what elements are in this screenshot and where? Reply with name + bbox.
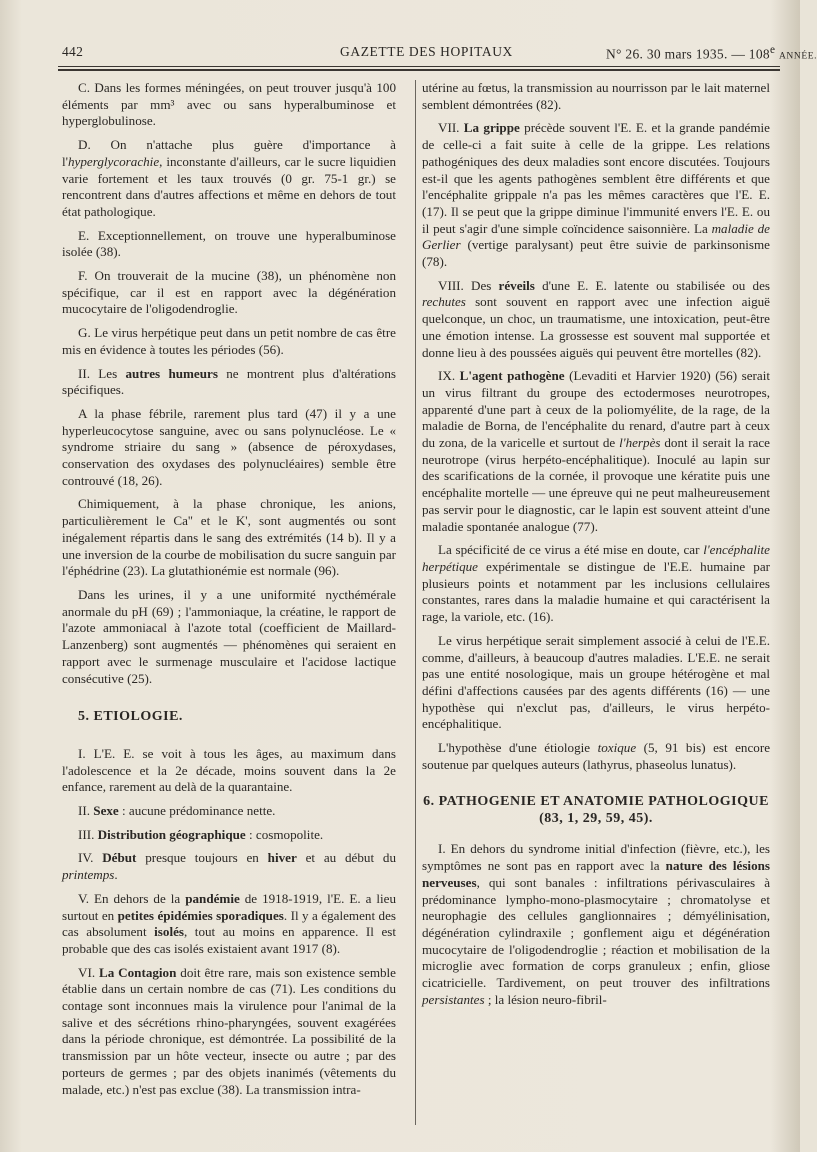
text-run: presque toujours en (136, 850, 268, 866)
text-run: II. (78, 803, 94, 819)
text-run: (vertige paralysant) peut être suivie de parkinsonisme (78). (422, 237, 770, 270)
text-run: IX. (438, 368, 460, 384)
text-run: : cosmopolite. (245, 826, 324, 842)
paragraph-etio-iv (62, 850, 396, 883)
text-run: II. Les (78, 365, 126, 381)
paragraph-path-i (422, 841, 770, 1008)
issue-text: N° 26. 30 mars 1935. — 108 (606, 46, 770, 62)
paragraph-urines: Dans les urines, il y a une uniformité nycthémérale anormale du pH (69) ; l'ammoniaque, la créatine, le rapport de l'azote ammoniacal à l'azote total (coefficient de Maillard-Lanzenberg) sont augmentés — phénomènes qui seraient en rapport avec le surmenage musculaire et l'acidose lactique consécutive (25). (62, 586, 396, 686)
paragraph-continuation: utérine au fœtus, la transmission au nourrisson par le lait maternel semblent démontrées (82). (422, 80, 770, 112)
emphasis-hyperglycorachie: hyperglycorachie (68, 153, 160, 169)
issue-sup: e (769, 44, 776, 56)
bold-grippe: La grippe (463, 120, 520, 136)
text-run: IV. (78, 850, 103, 866)
column-divider (415, 80, 416, 1125)
paragraph-etio-viii (422, 278, 770, 362)
text-run: VIII. Des (438, 277, 499, 293)
text-run: VII. (438, 120, 464, 136)
bold-hiver: hiver (267, 850, 297, 866)
text-run: précède souvent l'E. E. et la grande pandémie de celle-ci a fait suite à celle de la grippe. Les relations pathogéniques des deux maladies sont encore discutées. Toujours est-il que les agents pathogènes semblent être différents et que l'encéphalite grippale n'a pas les mêmes caractères que l'E. E. (17). Il se peut que la grippe diminue l'immunité envers l'E. E. ou il peut s'agir d'une simple coïncidence saisonnière. La (422, 120, 770, 236)
text-run: ; la lésion neuro-fibril- (484, 991, 607, 1007)
text-run: III. (78, 826, 98, 842)
text-run: La spécificité de ce virus a été mise en doute, car (438, 542, 704, 558)
text-run: (5, 91 bis) est encore soutenue par quelques auteurs (lathyrus, phaseolus lunatus). (422, 740, 770, 772)
page-header (58, 38, 817, 62)
paragraph-etio-vi (62, 965, 396, 1099)
paragraph-etio-ii (62, 803, 396, 820)
text-run: L'hypothèse d'une étiologie (438, 740, 598, 756)
bold-isoles: isolés (154, 924, 184, 940)
text-run: D. On n'attache plus guère d'importance à l' (62, 137, 396, 169)
paragraph-e: E. Exceptionnellement, on trouve une hyperalbuminose isolée (38). (62, 227, 396, 260)
bold-autres-humeurs: autres humeurs (125, 365, 218, 381)
paragraph-virus-herpetique: Le virus herpétique serait simplement associé à celui de l'E.E. comme, d'ailleurs, à beaucoup d'autres maladies. L'E.E. ne serait pas une entité nosologique, mais un groupe hétérogène et mal défini d'affections causées par des agents différents (16) — une hypothèse qui n'exclut pas, d'ailleurs, le virus herpéto-encéphalitique. (422, 632, 770, 732)
journal-title: GAZETTE DES HOPITAUX (340, 44, 513, 59)
paragraph-chimiquement: Chimiquement, à la phase chronique, les anions, particulièrement le Ca'' et le K', sont augmentés ou sont inégalement répartis dans le sang des extrémités (14 b). Il y a une inversion de la courbe de mobilisation du sucre sanguin par l'éphédrine (23). La glutathionémie est normale (96). (62, 496, 396, 579)
paragraph-etio-ix (422, 368, 770, 535)
text-run: , tout au moins en apparence. Il est probable que des cas isolés existaient avant 1917 (8). (62, 924, 396, 956)
text-run: . (114, 867, 118, 883)
paragraph-etio-iii (62, 827, 396, 844)
section-heading-etiologie: 5. ETIOLOGIE. (78, 709, 183, 725)
text-run: VI. (78, 964, 99, 980)
paragraph-phase-febrile: A la phase fébrile, rarement plus tard (47) il y a une hyperleucocytose sanguine, avec ou sans polynucléose. Le « syndrome striaire du sang » (absence de péroxydases, conservation des oxydases des polynucléaires) semble être controuvé (18, 26). (62, 405, 396, 488)
paragraph-toxique (422, 740, 770, 773)
text-run: sont souvent en rapport avec une infection aiguë quelconque, un choc, un traumatisme, une intoxication, peut-être une émotion intense. La grossesse est souvent mal supportée et donne lieu à des poussées aiguës qui peuvent être mortelles (82). (422, 294, 770, 360)
emphasis-gerlier: maladie de Gerlier (422, 220, 770, 253)
text-run: I. En dehors du syndrome initial d'infection (fièvre, etc.), les symptômes ne sont pas en rapport avec la (422, 841, 770, 874)
text-run: expérimentale se distingue de l'E.E. humaine par plusieurs points et notamment par les inclusions cellulaires constantes, rares dans la maladie humaine et qui caractérisent la rage, la variole, etc. (16). (422, 558, 770, 625)
paragraph-c: C. Dans les formes méningées, on peut trouver jusqu'à 100 éléments par mm³ avec ou sans hyperalbuminose et hyperglobulinose. (62, 80, 396, 129)
bold-agent-pathogene: L'agent pathogène (459, 368, 565, 384)
emphasis-encephalite-herpetique: l'encéphalite herpétique (422, 542, 770, 574)
paragraph-etio-i: I. L'E. E. se voit à tous les âges, au maximum dans l'adolescence et la 2e décade, moins souvent dans la 2e enfance, rarement au delà de la quarantaine. (62, 745, 396, 795)
emphasis-herpes: l'herpès (619, 435, 661, 451)
text-run: , qui sont banales : infiltrations périvasculaires à prédominance lympho-mono-plasmocytaire ; chromatolyse et neurophagie des cellules ganglionnaires ; démyélinisation, dégénération cylindraxile ; gonflement aigu et dégénération mucocytaire de l'oligodendroglie ; réaction et mobilisation de la microglie avec formation de corps granuleux ; enfin, gliose cicatricielle. Tardivement, on peut trouver des infiltrations (422, 874, 770, 991)
left-column (62, 80, 396, 1105)
text-run: (Levaditi et Harvier 1920) (56) serait un virus filtrant du groupe des ectodermoses neurotropes, apparenté d'une part à ceux de la poliomyélite, de la rage, de la maladie de Borna, de l'encéphalite du renard, d'autre part à ceux du zona, de la varicelle et surtout de (422, 368, 770, 451)
paragraph-specificite (422, 542, 770, 626)
bold-reveils: réveils (498, 277, 535, 293)
issue-info (606, 44, 817, 63)
emphasis-persistantes: persistantes (422, 991, 485, 1007)
bold-sexe: Sexe (93, 803, 119, 819)
bold-debut: Début (102, 850, 137, 866)
text-run: de 1918-1919, l'E. E. a lieu surtout en (62, 890, 396, 923)
page-number: 442 (62, 44, 84, 59)
paragraph-d (62, 137, 396, 221)
bold-nature-lesions: nature des lésions nerveuses (422, 858, 770, 890)
text-run: ne montrent plus d'altérations spécifiques. (62, 365, 396, 398)
paragraph-ii (62, 366, 396, 399)
issue-suffix: ANNÉE. (778, 51, 817, 62)
emphasis-toxique: toxique (597, 740, 637, 756)
bold-contagion: La Contagion (99, 964, 177, 980)
text-run: V. En dehors de la (78, 890, 186, 906)
text-run: . Il y a également des cas absolument (62, 907, 396, 940)
emphasis-printemps: printemps (62, 867, 115, 883)
text-run: , inconstante d'ailleurs, car le sucre liquidien varie fortement et les taux trouvés (0 gr. 75-1 gr.) se rencontrent dans d'autres affections et même en dehors de tout état pathologique. (62, 153, 396, 219)
text-run: et au début du (296, 850, 396, 866)
bold-pandemie: pandémie (185, 890, 240, 906)
paragraph-etio-v (62, 891, 396, 958)
right-column (422, 80, 770, 1015)
paragraph-etio-vii (422, 120, 770, 270)
text-run: dont il serait la race neurotrope (virus herpéto-encéphalitique). Inoculé au lapin sur des scarifications de la cornée, il provoque une kératite puis une encéphalite mortelle — une épreuve qui ne peut malheureusement pas servir pour le diagnostic, car le lapin est souvent atteint d'une maladie spontanée analogue (77). (422, 435, 770, 534)
bold-distribution: Distribution géographique (97, 826, 246, 842)
emphasis-rechutes: rechutes (422, 294, 466, 310)
paragraph-g: G. Le virus herpétique peut dans un petit nombre de cas être mis en évidence à toutes les périodes (56). (62, 325, 396, 357)
header-rule-thick (58, 69, 780, 71)
header-rule-thin (58, 66, 780, 67)
section-heading-pathogenie: 6. PATHOGENIE ET ANATOMIE PATHOLOGIQUE (83, 1, 29, 59, 45). (423, 794, 769, 827)
text-run: doit être rare, mais son existence semble établie dans un certain nombre de cas (71). Les conditions du contage sont inconnues mais la virulence pour l'animal de la salive et des sécrétions rhino-pharyngées, souvent exagérées dans la période chronique, est démontrée. La possibilité de la transmission par un hôte vecteur, insecte ou autre ; par des porteurs de germes ; par des objets inanimés (vêtements du malade, etc.) n'est pas exclue (38). La transmission intra- (62, 964, 396, 1097)
text-run: d'une E. E. latente ou stabilisée ou des (534, 277, 770, 293)
paragraph-f: F. On trouverait de la mucine (38), un phénomène non spécifique, car il est en rapport avec la dégénération mucocytaire de l'oligodendroglie. (62, 268, 396, 317)
text-run: : aucune prédominance nette. (118, 803, 276, 819)
bold-petites-epidemies: petites épidémies sporadiques (117, 907, 284, 923)
